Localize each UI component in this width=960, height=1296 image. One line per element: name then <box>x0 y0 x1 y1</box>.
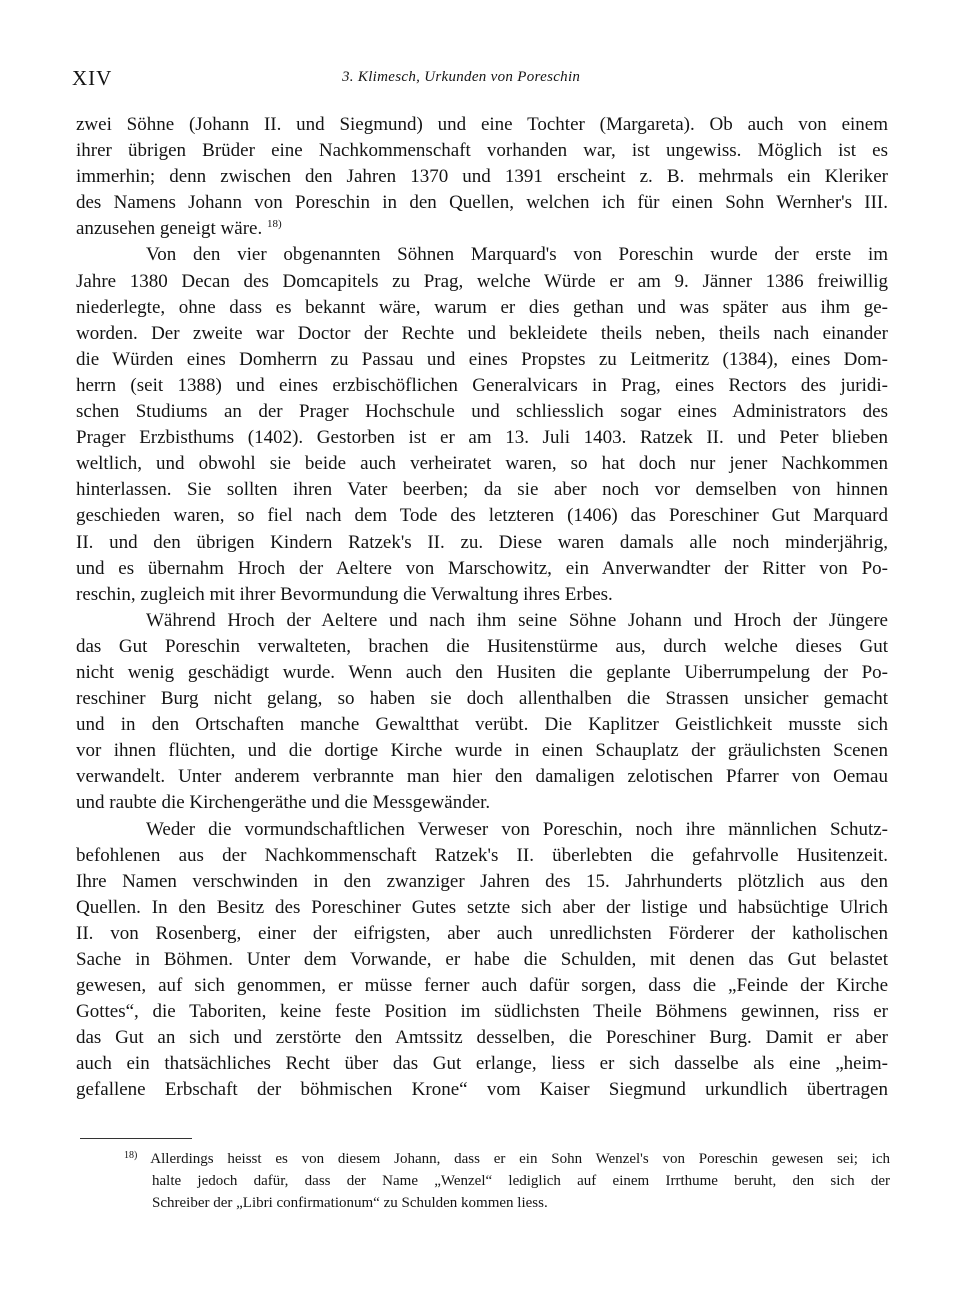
text-line: nicht wenig geschädigt wurde. Wenn auch den Husiten die geplante Uiberrumpelung der Po- <box>76 661 888 683</box>
text-line: zwei Söhne (Johann II. und Siegmund) und eine Tochter (Margareta). Ob auch von einem <box>76 114 888 135</box>
text-line: und es übernahm Hroch der Aeltere von Marschowitz, ein Anverwandter der Ritter von Po- <box>76 557 888 579</box>
text-line: Während Hroch der Aeltere und nach ihm seine Söhne Johann und Hroch der Jüngere <box>146 609 888 631</box>
page-number: XIV <box>72 66 113 90</box>
text-line: niederlegte, ohne dass es bekannt wäre, warum er dies gethan und was später aus ihm ge- <box>76 296 888 318</box>
text-line: Von den vier obgenannten Söhnen Marquard's von Poreschin wurde der erste im <box>146 244 888 266</box>
text-line: die Würden eines Domherrn zu Passau und eines Propstes zu Leitmeritz (1384), eines Dom- <box>76 348 888 370</box>
footnote-line <box>80 1148 890 1170</box>
footnote-divider <box>80 1138 192 1139</box>
text-line: befohlenen aus der Nachkommenschaft Ratzek's II. überlebten die gefahrvolle Husitenzeit. <box>76 844 888 866</box>
text-line: Gottes“, die Taboriten, keine feste Position im südlichsten Theile Böhmens gewinnen, riss er <box>76 1001 888 1023</box>
text-line: II. und den übrigen Kindern Ratzek's II. zu. Diese waren damals alle noch minderjährig, <box>76 531 888 553</box>
text-line: und in den Ortschaften manche Gewaltthat verübt. Die Kaplitzer Geistlichkeit musste sich <box>76 714 888 736</box>
text-line: Sache in Böhmen. Unter dem Vorwande, er habe die Schulden, mit denen das Gut belastet <box>76 949 888 970</box>
paragraph-4 <box>76 817 888 1104</box>
footnote-line: halte jedoch dafür, dass der Name „Wenzel“ lediglich auf einem Irrthume beruht, den sich der <box>152 1173 890 1189</box>
text-line: reschiner Burg nicht gelang, so haben sie doch allenthalben die Strassen unsicher gemacht <box>76 688 888 710</box>
text-line: gefallene Erbschaft der böhmischen Krone“ vom Kaiser Siegmund urkundlich übertragen <box>76 1079 888 1101</box>
text-line: verwandelt. Unter anderem verbrannte man hier den damaligen zelotischen Pfarrer von Oemau <box>76 766 888 788</box>
text-line: geschieden waren, so fiel nach dem Tode des letzteren (1406) das Poreschiner Gut Marquard <box>76 505 888 527</box>
paragraph-1 <box>76 112 888 242</box>
text-line: II. von Rosenberg, einer der eifrigsten, aber auch unredlichsten Förderer der katholischen <box>76 922 888 944</box>
text-fragment: anzusehen geneigt wäre. <box>76 218 263 240</box>
paragraph-3 <box>76 608 888 817</box>
text-line: weltlich, und obwohl sie beide auch verheiratet waren, so hat doch nur jener Nachkommen <box>76 453 888 475</box>
text-line: Weder die vormundschaftlichen Verweser von Poreschin, noch ihre männlichen Schutz- <box>146 818 888 840</box>
text-line: immerhin; denn zwischen den Jahren 1370 und 1391 erscheint z. B. mehrmals ein Kleriker <box>76 166 888 188</box>
text-line: das Gut an sich und zerstörte den Amtssitz desselben, die Poreschiner Burg. Damit er aber <box>76 1027 888 1049</box>
running-head <box>72 66 888 90</box>
text-line: das Gut Poreschin verwalteten, brachen die Husitenstürme aus, durch welche dieses Gut <box>76 635 888 657</box>
text-line: ihrer übrigen Brüder eine Nachkommenschaft vorhanden war, ist ungewiss. Möglich ist es <box>76 140 888 162</box>
body-text <box>76 112 888 1104</box>
text-line: Ihre Namen verschwinden in den zwanziger Jahren des 15. Jahrhunderts plötzlich aus den <box>76 870 888 892</box>
text-line: auch ein thatsächliches Recht über das Gut erlange, liess er sich dasselbe als eine „heim- <box>76 1053 888 1075</box>
running-title: 3. Klimesch, Urkunden von Poreschin <box>342 69 581 85</box>
paragraph-2 <box>76 242 888 607</box>
text-line: herrn (seit 1388) und eines erzbischöflichen Generalvicars in Prag, eines Rectors des juridi- <box>76 374 888 396</box>
text-line: Jahre 1380 Decan des Domcapitels zu Prag, welche Würde er am 9. Jänner 1386 freiwillig <box>76 270 888 292</box>
text-line: hinterlassen. Sie sollten ihren Vater beerben; da sie aber noch vor demselben von hinnen <box>76 479 888 501</box>
text-line: worden. Der zweite war Doctor der Rechte und bekleidete theils neben, theils nach einander <box>76 322 888 344</box>
footnote-line: Schreiber der „Libri confirmationum“ zu Schulden kommen liess. <box>152 1195 548 1211</box>
text-line: gewesen, auf sich genommen, er müsse ferner auch dafür sorgen, dass die „Feinde der Kirche <box>76 975 888 997</box>
text-line: Quellen. In den Besitz des Poreschiner Gutes setzte sich aber der listige und habsüchtige Ulrich <box>76 896 888 918</box>
text-line: vor ihnen flüchten, und die dortige Kirche wurde in einen Schauplatz der gräulichsten Scenen <box>76 740 888 762</box>
text-line <box>76 216 888 242</box>
text-line: reschin, zugleich mit ihrer Bevormundung die Verwaltung ihres Erbes. <box>76 583 613 605</box>
footnotes <box>80 1148 890 1214</box>
text-line: und raubte die Kirchengeräthe und die Messgewänder. <box>76 792 491 814</box>
text-line: Prager Erzbisthums (1402). Gestorben ist er am 13. Juli 1403. Ratzek II. und Peter blieben <box>76 427 888 449</box>
footnote-reference: 18) <box>266 218 282 231</box>
footnote-text: Allerdings heisst es von diesem Johann, dass er ein Sohn Wenzel's von Poreschin gewesen sei; ich <box>150 1151 890 1167</box>
text-line: des Namens Johann von Poreschin in den Quellen, welchen ich für einen Sohn Wernher's III. <box>76 192 888 214</box>
text-line: schen Studiums an der Prager Hochschule und schliesslich sogar eines Administrators des <box>76 401 888 423</box>
footnote-mark: 18) <box>124 1150 138 1161</box>
